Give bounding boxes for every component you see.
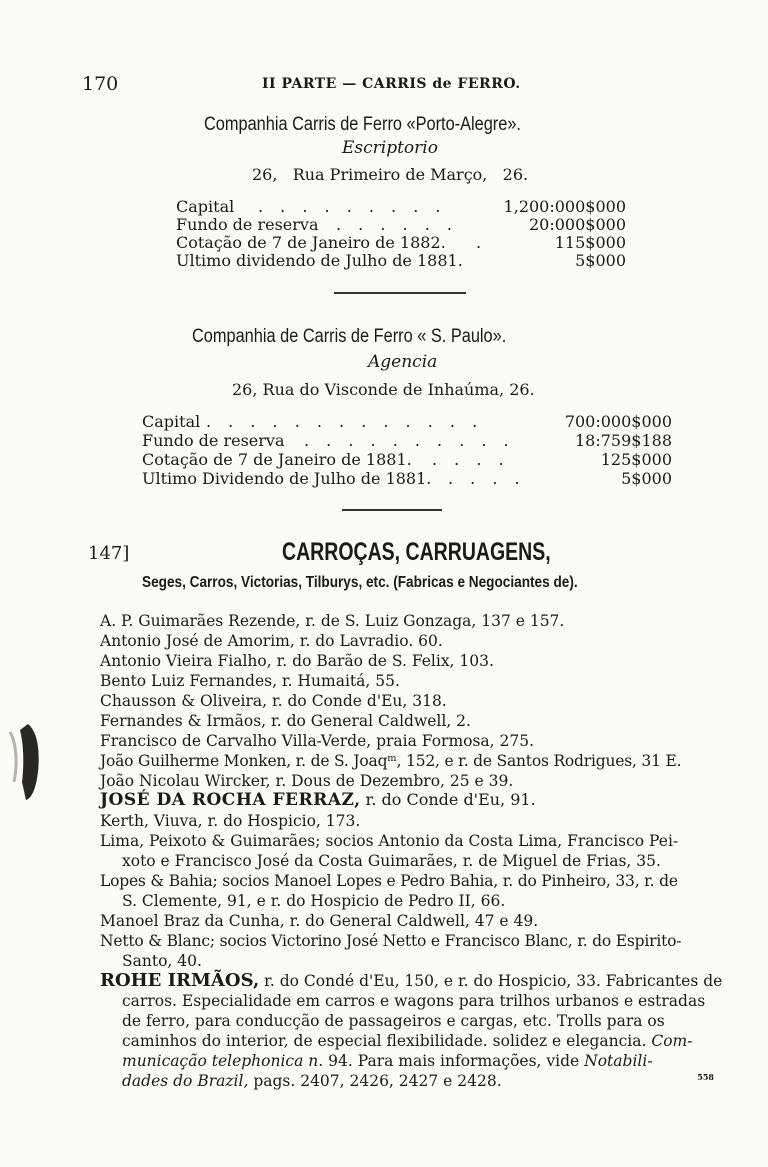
divider xyxy=(342,509,442,511)
list-item: A. P. Guimarães Rezende, r. de S. Luiz Gonzaga, 137 e 157. xyxy=(100,612,565,630)
company2-subtitle: Agencia xyxy=(368,352,438,372)
leader-dots: . . . . xyxy=(432,450,510,469)
leader-dots: . . . . . . . . . . xyxy=(304,431,515,450)
company1-row-label: Capital xyxy=(176,197,235,216)
leader-dots: . . . . . . . . . . . . . xyxy=(206,412,484,431)
company1-row-value: 20:000$000 xyxy=(528,215,626,234)
list-item-continuation: Santo, 40. xyxy=(122,952,202,970)
company1-title: Companhia Carris de Ferro «Porto-Alegre». xyxy=(204,114,521,135)
company1-row-label: Ultimo dividendo de Julho de 1881. xyxy=(176,251,463,270)
list-item: Lopes & Bahia; socios Manoel Lopes e Pedro Bahia, r. do Pinheiro, 33, r. de xyxy=(100,872,678,890)
company1-row-value: 1,200:000$000 xyxy=(503,197,626,216)
list-item: Bento Luiz Fernandes, r. Humaitá, 55. xyxy=(100,672,400,690)
entry-name: JOSÉ DA ROCHA FERRAZ, xyxy=(100,790,361,810)
running-title: II PARTE — CARRIS de FERRO. xyxy=(262,76,521,92)
list-item-continuation xyxy=(122,1052,653,1070)
entry-text-italic: Notabili- xyxy=(584,1052,653,1070)
binding-stain-icon xyxy=(8,722,42,802)
list-item-continuation: S. Clemente, 91, e r. do Hospicio de Pedro II, 66. xyxy=(122,892,506,910)
list-item xyxy=(100,970,722,991)
entry-text-italic: municação telephonica n. xyxy=(122,1052,324,1070)
entry-text: 94. Para mais informações, vide xyxy=(328,1052,580,1070)
list-item: Antonio José de Amorim, r. do Lavradio. 60. xyxy=(100,632,443,650)
company2-title: Companhia de Carris de Ferro « S. Paulo». xyxy=(192,326,507,347)
company2-row-value: 5$000 xyxy=(621,469,672,488)
company2-address: 26, Rua do Visconde de Inhaúma, 26. xyxy=(232,380,535,399)
list-item-continuation xyxy=(122,1032,692,1050)
section-heading: CARROÇAS, CARRUAGENS, xyxy=(282,538,551,566)
entry-name: ROHE IRMÃOS, xyxy=(100,970,260,991)
list-item-continuation: carros. Especialidade em carros e wagons para trilhos urbanos e estradas xyxy=(122,992,706,1010)
entry-address: r. do Condé d'Eu, 150, e r. do Hospicio, 33. Fabricantes de xyxy=(264,972,723,990)
section-subheading: Seges, Carros, Victorias, Tilburys, etc. (Fabricas e Negociantes de). xyxy=(142,574,578,591)
entry-text-italic: Com- xyxy=(651,1032,693,1050)
leader-dots: . . . . . . xyxy=(336,215,458,234)
entry-text: pags. 2407, 2426, 2427 e 2428. xyxy=(253,1072,502,1090)
company1-row-label: Cotação de 7 de Janeiro de 1882. xyxy=(176,233,446,252)
company2-row-label: Fundo de reserva xyxy=(142,431,285,450)
list-item-continuation: de ferro, para conducção de passageiros e cargas, etc. Trolls para os xyxy=(122,1012,665,1030)
company1-row-value: 115$000 xyxy=(554,233,626,252)
list-item: Fernandes & Irmãos, r. do General Caldwell, 2. xyxy=(100,712,471,730)
company1-subtitle: Escriptorio xyxy=(342,138,438,158)
company2-row-value: 125$000 xyxy=(600,450,672,469)
company1-row-label: Fundo de reserva xyxy=(176,215,319,234)
list-item: João Nicolau Wircker, r. Dous de Dezembro, 25 e 39. xyxy=(100,772,514,790)
list-item xyxy=(100,790,536,810)
leader-dots: . . . . . . . . . xyxy=(258,197,447,216)
list-item: Antonio Vieira Fialho, r. do Barão de S. Felix, 103. xyxy=(100,652,494,670)
company2-row-value: 18:759$188 xyxy=(574,431,672,450)
company2-row-label: Cotação de 7 de Janeiro de 1881. xyxy=(142,450,412,469)
list-item: Chausson & Oliveira, r. do Conde d'Eu, 318. xyxy=(100,692,447,710)
printer-mark: 558 xyxy=(697,1072,714,1082)
list-item-continuation: xoto e Francisco José da Costa Guimarães, r. de Miguel de Frias, 35. xyxy=(122,852,661,870)
company2-row-value: 700:000$000 xyxy=(564,412,672,431)
company1-row-value: 5$000 xyxy=(575,251,626,270)
list-item: Francisco de Carvalho Villa-Verde, praia Formosa, 275. xyxy=(100,732,535,750)
list-item: Netto & Blanc; socios Victorino José Netto e Francisco Blanc, r. do Espirito- xyxy=(100,932,682,950)
list-item: Kerth, Viuva, r. do Hospicio, 173. xyxy=(100,812,361,830)
company2-row-label: Ultimo Dividendo de Julho de 1881. xyxy=(142,469,432,488)
entry-text-italic: dades do Brazil, xyxy=(122,1072,249,1090)
company1-address: 26, Rua Primeiro de Março, 26. xyxy=(252,165,529,184)
list-item: Lima, Peixoto & Guimarães; socios Antonio da Costa Lima, Francisco Pei- xyxy=(100,832,679,850)
leader-dots: . . . . xyxy=(448,469,526,488)
list-item: João Guilherme Monken, r. de S. Joaqᵐ, 152, e r. de Santos Rodrigues, 31 E. xyxy=(100,752,682,770)
leader-dots: . xyxy=(476,233,488,252)
list-item: Manoel Braz da Cunha, r. do General Caldwell, 47 e 49. xyxy=(100,912,539,930)
section-number: 147] xyxy=(88,543,130,564)
page-number: 170 xyxy=(82,73,119,95)
entry-text: caminhos do interior, de especial flexibilidade. solidez e elegancia. xyxy=(122,1032,647,1050)
entry-address: r. do Conde d'Eu, 91. xyxy=(365,790,536,809)
company2-row-label: Capital xyxy=(142,412,201,431)
divider xyxy=(334,292,466,294)
list-item-continuation xyxy=(122,1072,502,1090)
